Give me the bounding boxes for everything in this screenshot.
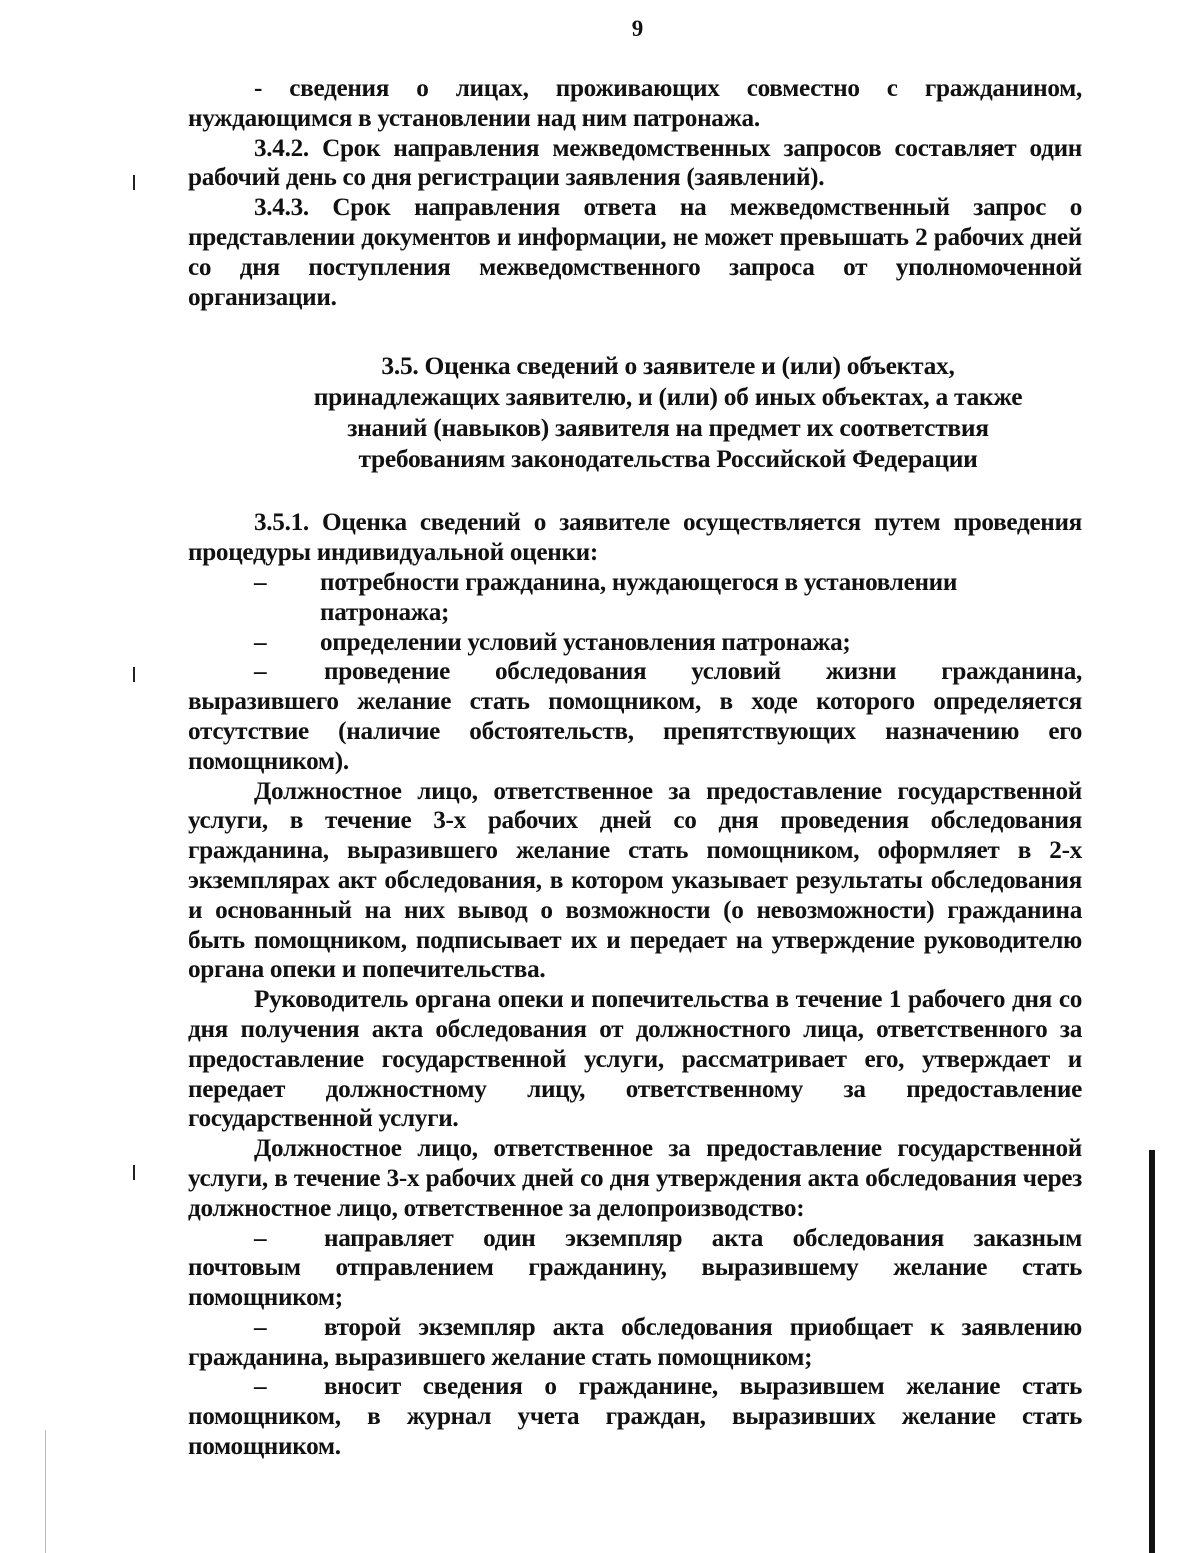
- list-item: [188, 657, 1082, 776]
- paragraph: Руководитель органа опеки и попечительства в течение 1 рабочего дня со дня получения акта обследования от должностного лица, ответственного за предоставление государственной услуги, рассматривает его, утверждает и передает должностному лицу, ответственному за предоставление государственной услуги.: [188, 986, 1082, 1133]
- dash-marker: –: [254, 628, 267, 656]
- dash-marker: –: [254, 1224, 267, 1252]
- paragraph: 3.5.1. Оценка сведений о заявителе осуществляется путем проведения процедуры индивидуальной оценки:: [188, 509, 1082, 567]
- list-item: [188, 1224, 1082, 1313]
- scan-edge: [45, 1430, 46, 1553]
- list-item-text: вносит сведения о гражданине, выразившем желание стать помощником, в журнал учета граждан, выразивших желание стать помощником.: [188, 1373, 1082, 1461]
- heading-line: знаний (навыков) заявителя на предмет их соответствия: [347, 413, 989, 443]
- paragraph: 3.4.3. Срок направления ответа на межведомственный запрос о представлении документов и информации, не может превышать 2 рабочих дней со дня поступления межведомственного запроса от уполномоченной организации.: [188, 194, 1082, 311]
- document-body: [188, 74, 1082, 1462]
- paragraph: Должностное лицо, ответственное за предоставление государственной услуги, в течение 3-х рабочих дней со дня утверждения акта обследования через должностное лицо, ответственное за делопроизводство:: [188, 1135, 1082, 1222]
- page-number: 9: [631, 16, 644, 41]
- margin-mark: [133, 175, 135, 190]
- heading-line: 3.5. Оценка сведений о заявителе и (или) объектах,: [381, 351, 955, 381]
- dash-marker: –: [254, 1313, 267, 1341]
- heading-line: требованиям законодательства Российской Федерации: [358, 444, 978, 474]
- heading-line: принадлежащих заявителю, и (или) об иных объектах, а также: [313, 382, 1023, 412]
- section-heading: [188, 350, 1082, 474]
- paragraph: - сведения о лицах, проживающих совместно с гражданином, нуждающимся в установлении над ним патронажа.: [188, 75, 1082, 132]
- list-item-text: направляет один экземпляр акта обследования заказным почтовым отправлением гражданину, выразившему желание стать помощником;: [188, 1224, 1082, 1312]
- paragraph: Должностное лицо, ответственное за предоставление государственной услуги, в течение 3-х рабочих дней со дня проведения обследования гражданина, выразившего желание стать помощником, оформляет в 2-х экземплярах акт обследования, в котором указывает результаты обследования и основанный на них вывод о возможности (о невозможности) гражданина быть помощником, подписывает их и передает на утверждение руководителю органа опеки и попечительства.: [188, 777, 1082, 984]
- list-item: [188, 628, 1082, 658]
- list-item: [188, 1313, 1082, 1373]
- list-item: [188, 1372, 1082, 1461]
- dash-marker: –: [254, 568, 267, 596]
- margin-mark: [133, 1165, 135, 1180]
- margin-mark: [133, 667, 135, 682]
- list-item-text: определении условий установления патронажа;: [320, 628, 851, 656]
- dash-marker: –: [254, 658, 267, 686]
- list-item-text: потребности гражданина, нуждающегося в установлении патронажа;: [320, 568, 958, 626]
- list-item: [188, 568, 1082, 628]
- list-item-text: проведение обследования условий жизни гражданина, выразившего желание стать помощником, в ходе которого определяется отсутствие (наличие обстоятельств, препятствующих назначению его помощником).: [188, 658, 1082, 775]
- list-item-text: второй экземпляр акта обследования приобщает к заявлению гражданина, выразившего желание стать помощником;: [188, 1313, 1082, 1371]
- paragraph: 3.4.2. Срок направления межведомственных запросов составляет один рабочий день со дня регистрации заявления (заявлений).: [188, 134, 1082, 192]
- scan-edge: [1149, 1150, 1155, 1553]
- dash-marker: –: [254, 1373, 267, 1401]
